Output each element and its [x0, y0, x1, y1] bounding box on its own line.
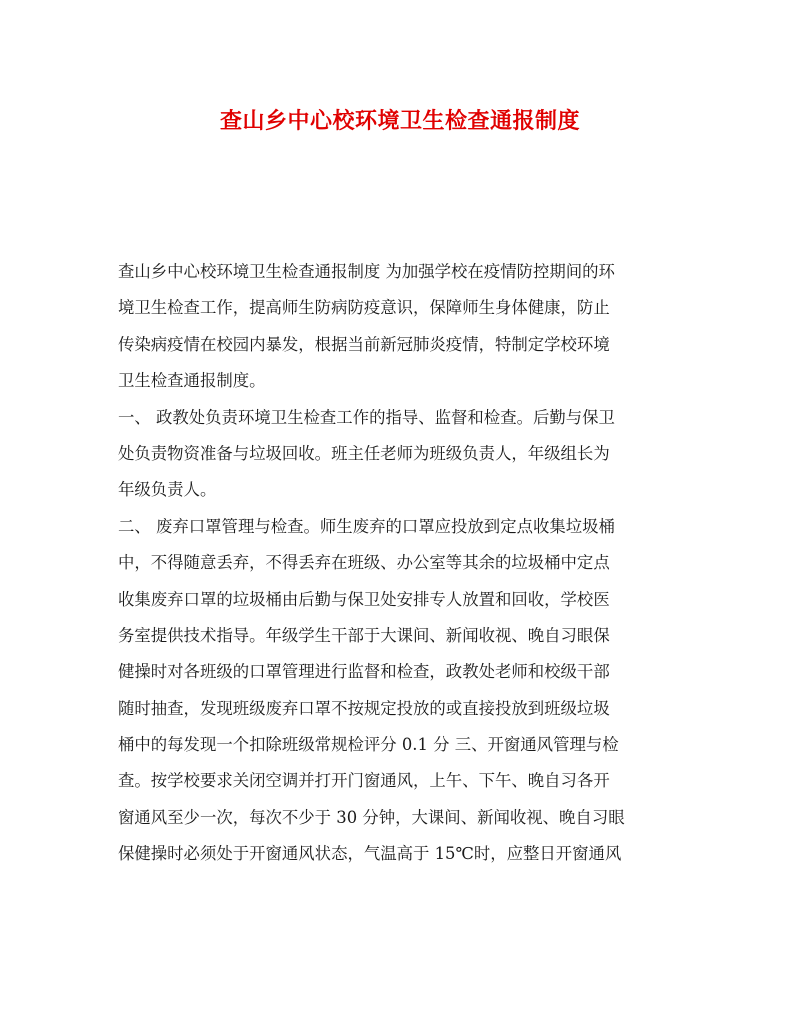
body-line: 卫生检查通报制度。	[118, 371, 266, 391]
body-line: 查山乡中心校环境卫生检查通报制度 为加强学校在疫情防控期间的环	[118, 262, 615, 281]
body-line: 随时抽查，发现班级废弃口罩不按规定投放的或直接投放到班级垃圾	[118, 698, 610, 718]
body-line: 传染病疫情在校园内暴发，根据当前新冠肺炎疫情，特制定学校环境	[118, 334, 610, 354]
document-body	[118, 254, 680, 873]
body-line: 窗通风至少一次，每次不少于 30 分钟，大课间、新闻收视、晚自习眼	[118, 807, 625, 827]
body-line: 二、 废弃口罩管理与检查。师生废弃的口罩应投放到定点收集垃圾桶	[118, 516, 615, 536]
body-line: 保健操时必须处于开窗通风状态，气温高于 15℃时，应整日开窗通风	[118, 844, 622, 864]
body-line: 境卫生检查工作，提高师生防病防疫意识，保障师生身体健康，防止	[118, 298, 610, 318]
body-line: 年级负责人。	[118, 480, 217, 500]
body-line: 健操时对各班级的口罩管理进行监督和检查，政教处老师和校级干部	[118, 662, 610, 682]
body-line: 中，不得随意丢弃，不得丢弃在班级、办公室等其余的垃圾桶中定点	[118, 553, 610, 573]
body-line: 务室提供技术指导。年级学生干部于大课间、新闻收视、晚自习眼保	[118, 625, 610, 645]
body-line: 处负责物资准备与垃圾回收。班主任老师为班级负责人，年级组长为	[118, 443, 610, 463]
body-line: 桶中的每发现一个扣除班级常规检评分 0.1 分 三、开窗通风管理与检	[118, 735, 619, 755]
body-line: 查。按学校要求关闭空调并打开门窗通风，上午、下午、晚自习各开	[118, 771, 610, 791]
body-line: 一、 政教处负责环境卫生检查工作的指导、监督和检查。后勤与保卫	[118, 407, 615, 427]
body-line: 收集废弃口罩的垃圾桶由后勤与保卫处安排专人放置和回收，学校医	[118, 589, 610, 609]
document-title: 查山乡中心校环境卫生检查通报制度	[219, 109, 580, 134]
